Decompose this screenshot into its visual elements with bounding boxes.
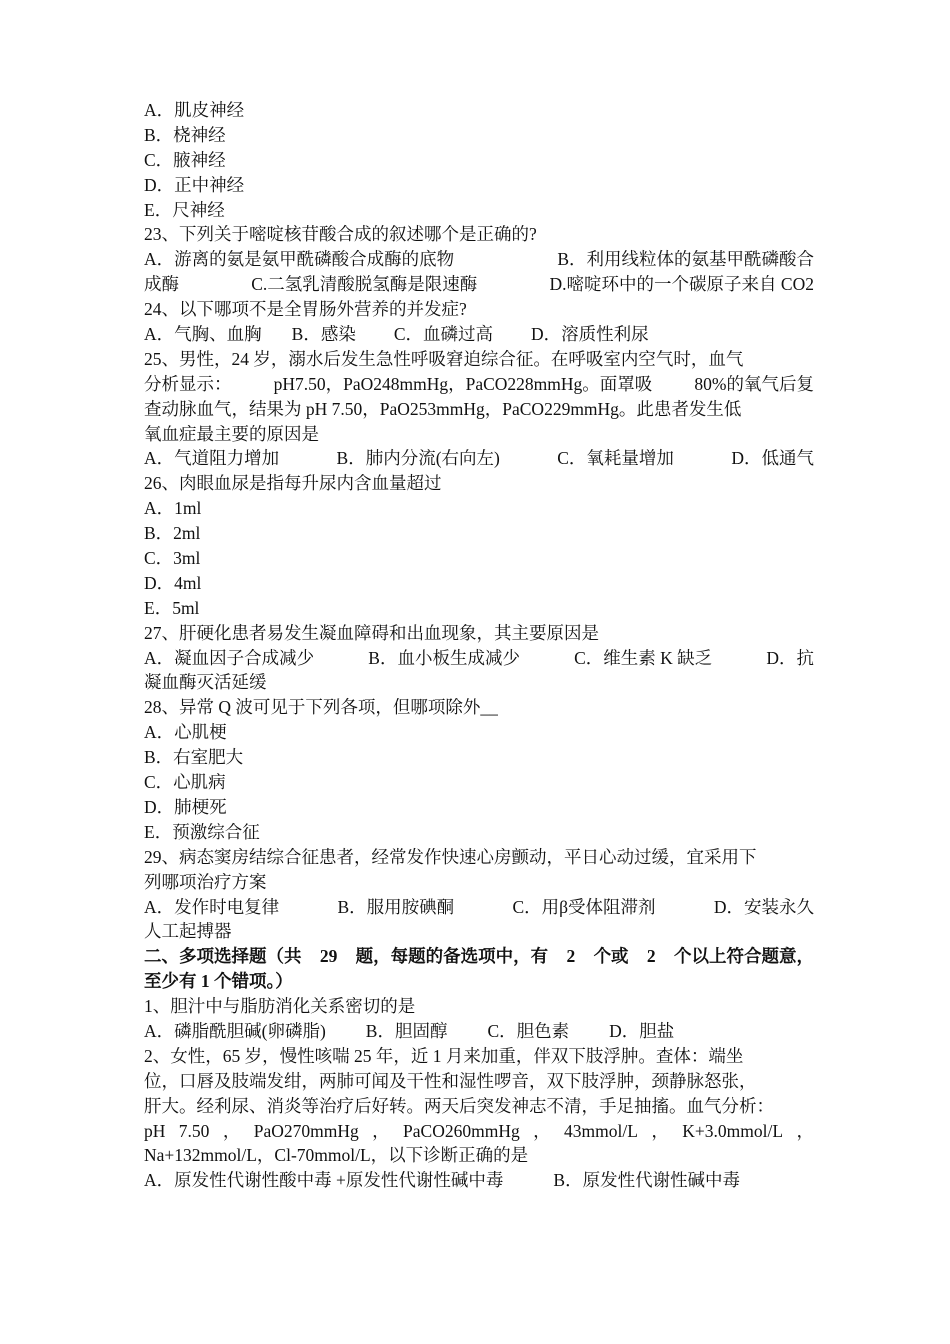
option-row [144, 272, 814, 297]
question-stem: 23、下列关于嘧啶核苷酸合成的叙述哪个是正确的? [144, 224, 537, 245]
option-a: A．原发性代谢性酸中毒 +原发性代谢性碱中毒 [144, 1170, 504, 1191]
option-line: A．1ml [144, 498, 202, 519]
option-d: D.嘧啶环中的一个碳原子来自 CO2 [549, 274, 814, 295]
section-heading: 至少有 1 个错项。） [144, 971, 293, 992]
option-b: B．利用线粒体的氨基甲酰磷酸合 [557, 249, 814, 270]
question-stem: 29、病态窦房结综合征患者，经常发作快速心房颤动，平日心动过缓，宜采用下 [144, 846, 757, 867]
stem-part: PaO270mmHg [253, 1120, 359, 1141]
option-row [144, 1019, 814, 1044]
option-b: B．胆固醇 [365, 1020, 448, 1041]
heading-part: 二、多项选择题（共 [144, 946, 302, 967]
option-a: A．凝血因子合成减少 [144, 647, 315, 668]
question-stem: 24、以下哪项不是全胃肠外营养的并发症? [144, 299, 467, 320]
option-d-cont: 凝血酶灭活延缓 [144, 672, 267, 693]
option-d-cont: 人工起搏器 [144, 921, 232, 942]
option-line: D．4ml [144, 572, 202, 593]
question-stem: 氧血症最主要的原因是 [144, 423, 319, 444]
option-line: E．预激综合征 [144, 821, 260, 842]
stem-part: ， [222, 1120, 241, 1141]
stem-part: ， [651, 1120, 669, 1141]
option-b: B．血小板生成减少 [368, 647, 520, 668]
stem-part: K+3.0mmol/L [682, 1120, 784, 1141]
option-d: D．溶质性利尿 [531, 324, 649, 345]
stem-part: 43mmol/L [564, 1120, 638, 1141]
stem-part: PaCO260mmHg [403, 1120, 520, 1141]
option-line: E．尺神经 [144, 199, 225, 220]
question-stem: 26、肉眼血尿是指每升尿内含血量超过 [144, 473, 442, 494]
option-d: D．胆盐 [609, 1020, 675, 1041]
option-d: D．安装永久 [713, 896, 814, 917]
heading-part: 题，每题的备选项中，有 [355, 946, 549, 967]
option-row [144, 322, 814, 347]
question-stem: 列哪项治疗方案 [144, 871, 267, 892]
option-line: E．5ml [144, 597, 200, 618]
question-stem: 28、异常 Q 波可见于下列各项，但哪项除外__ [144, 697, 498, 718]
option-c: C．胆色素 [487, 1020, 570, 1041]
option-b: B．肺内分流(右向左) [336, 448, 500, 469]
option-line: B．右室肥大 [144, 747, 244, 768]
option-row [144, 247, 814, 272]
option-line: C．3ml [144, 548, 201, 569]
option-line: B．2ml [144, 523, 201, 544]
question-stem: 肝大。经利尿、消炎等治疗后好转。两天后突发神志不清，手足抽搐。血气分析： [144, 1095, 774, 1116]
question-stem [144, 372, 814, 397]
stem-part: 分析显示： [144, 373, 232, 394]
option-a: A．气胸、血胸 [144, 324, 262, 345]
option-c: C.二氢乳清酸脱氢酶是限速酶 [251, 274, 478, 295]
option-line: C．心肌病 [144, 772, 226, 793]
option-b: B．感染 [291, 324, 356, 345]
question-stem: 1、胆汁中与脂肪消化关系密切的是 [144, 996, 416, 1017]
option-line: C．腋神经 [144, 149, 226, 170]
stem-part: pH [144, 1120, 166, 1141]
stem-part: ， [372, 1120, 390, 1141]
option-line: D．肺梗死 [144, 796, 227, 817]
stem-part: ， [796, 1120, 814, 1141]
option-line: A．心肌梗 [144, 722, 227, 743]
option-b: B．原发性代谢性碱中毒 [553, 1170, 741, 1191]
stem-part: 7.50 [178, 1120, 210, 1141]
option-row [144, 446, 814, 471]
option-line: A．肌皮神经 [144, 100, 245, 120]
heading-part: 2 [566, 946, 576, 967]
option-row [144, 646, 814, 671]
option-row [144, 895, 814, 920]
option-a: A．发作时电复律 [144, 896, 280, 917]
heading-part: 2 [646, 946, 656, 967]
stem-part: 80%的氧气后复 [694, 373, 814, 394]
question-stem: Na+132mmol/L，Cl-70mmol/L，以下诊断正确的是 [144, 1145, 529, 1166]
option-a: A．磷脂酰胆碱(卵磷脂) [144, 1020, 326, 1041]
question-stem: 查动脉血气，结果为 pH 7.50，PaO253mmHg，PaCO229mmHg。此患者发生低 [144, 398, 742, 419]
question-stem [144, 1119, 814, 1144]
question-stem: 2、女性，65 岁，慢性咳喘 25 年，近 1 月来加重，伴双下肢浮肿。查体：端坐 [144, 1045, 744, 1066]
stem-part: pH7.50，PaO248mmHg，PaCO228mmHg。面罩吸 [273, 373, 653, 394]
question-stem: 25、男性，24 岁，溺水后发生急性呼吸窘迫综合征。在呼吸室内空气时，血气 [144, 348, 744, 369]
option-line: D．正中神经 [144, 174, 245, 195]
option-line: B．桡神经 [144, 124, 226, 145]
option-a: A．游离的氨是氨甲酰磷酸合成酶的底物 [144, 249, 455, 270]
question-stem: 27、肝硬化患者易发生凝血障碍和出血现象，其主要原因是 [144, 622, 599, 643]
option-c: C．氧耗量增加 [557, 448, 674, 469]
heading-part: 个以上符合题意， [673, 946, 814, 967]
option-a: A．气道阻力增加 [144, 448, 280, 469]
section-heading [144, 944, 814, 969]
option-b: B．服用胺碘酮 [337, 896, 455, 917]
option-c: C．用β受体阻滞剂 [512, 896, 656, 917]
option-d: D．低通气 [731, 448, 814, 469]
question-text [144, 98, 814, 1193]
option-c: C．维生素 K 缺乏 [574, 647, 713, 668]
question-stem: 位，口唇及肢端发绀，两肺可闻及干性和湿性啰音，双下肢浮肿，颈静脉怒张， [144, 1070, 757, 1091]
option-c: C．血磷过高 [393, 324, 494, 345]
stem-part: ， [533, 1120, 551, 1141]
option-d: D．抗 [766, 647, 814, 668]
option-row [144, 1168, 814, 1193]
option-b-cont: 成酶 [144, 274, 179, 295]
heading-part: 29 [319, 946, 338, 967]
heading-part: 个或 [593, 946, 629, 967]
